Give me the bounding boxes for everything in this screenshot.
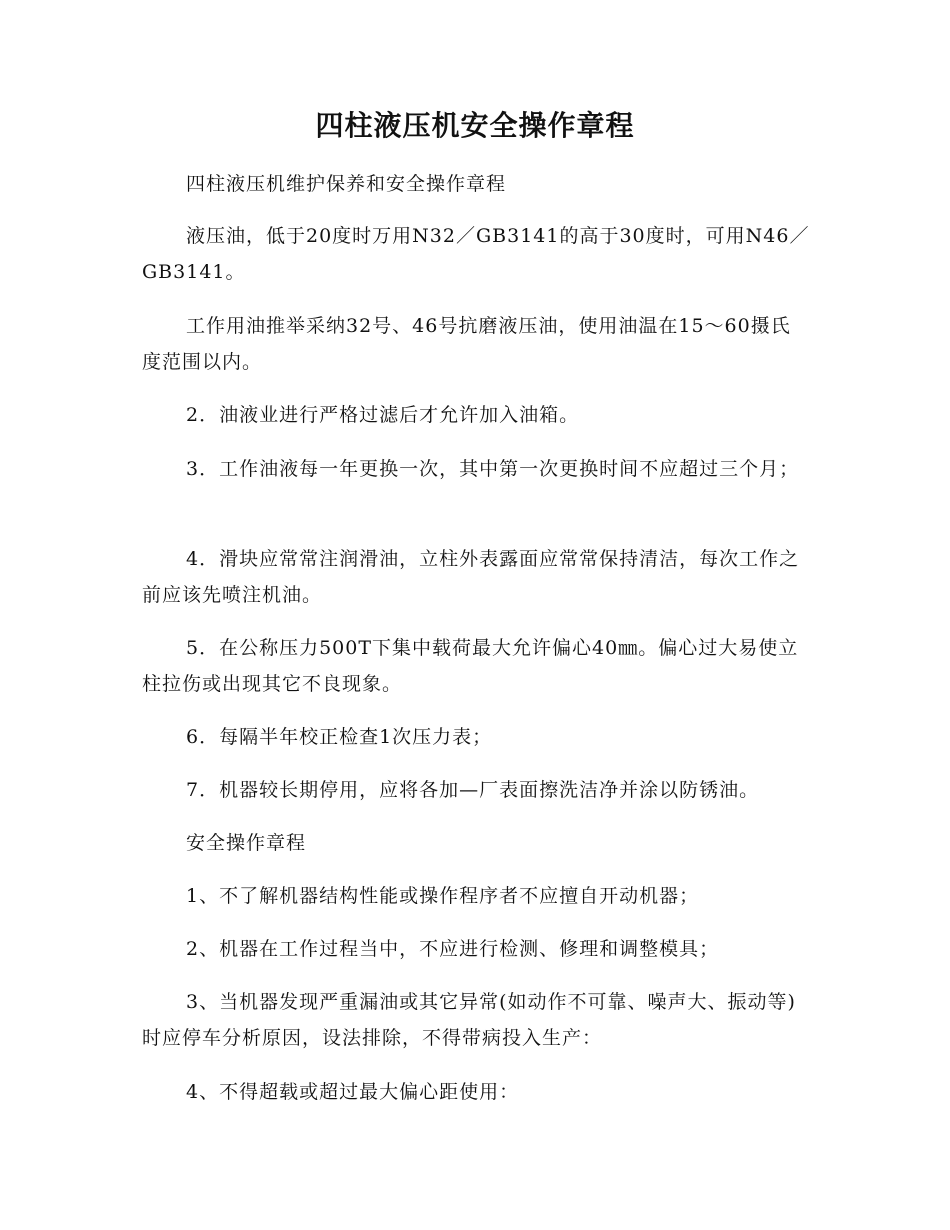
paragraph-item-7: 7．机器较长期停用，应将各加—厂表面擦洗洁净并涂以防锈油。 <box>186 779 760 801</box>
paragraph-item-5: 5．在公称压力500T下集中载荷最大允许偏心40㎜。偏心过大易使立柱拉伤或出现其它不良现象。 <box>142 637 799 695</box>
paragraph-safety-2: 2、机器在工作过程当中，不应进行检测、修理和调整模具； <box>186 938 720 960</box>
paragraph-hydraulic-oil: 液压油，低于20度时万用N32／GB3141的高于30度时，可用N46／GB3141。 <box>142 225 810 283</box>
paragraph-safety-4: 4、不得超载或超过最大偏心距使用： <box>186 1081 520 1103</box>
paragraph-item-6: 6．每隔半年校正检查1次压力表； <box>186 726 493 748</box>
paragraph-working-oil: 工作用油推举采纳32号、46号抗磨液压油，使用油温在15～60摄氏度范围以内。 <box>142 315 791 373</box>
paragraph-subtitle: 四柱液压机维护保养和安全操作章程 <box>186 173 507 195</box>
paragraph-item-4: 4．滑块应常常注润滑油，立柱外表露面应常常保持清洁，每次工作之前应该先喷注机油。 <box>142 548 800 606</box>
paragraph-item-2: 2．油液业进行严格过滤后才允许加入油箱。 <box>186 404 580 426</box>
document-title: 四柱液压机安全操作章程 <box>315 109 635 142</box>
paragraph-safety-3: 3、当机器发现严重漏油或其它异常(如动作不可靠、噪声大、振动等)时应停车分析原因，设法排除，不得带病投入生产： <box>142 991 796 1049</box>
paragraph-safety-1: 1、不了解机器结构性能或操作程序者不应擅自开动机器； <box>186 885 700 907</box>
paragraph-item-3: 3．工作油液每一年更换一次，其中第一次更换时间不应超过三个月； <box>186 458 800 480</box>
section-heading-safety: 安全操作章程 <box>186 832 307 854</box>
